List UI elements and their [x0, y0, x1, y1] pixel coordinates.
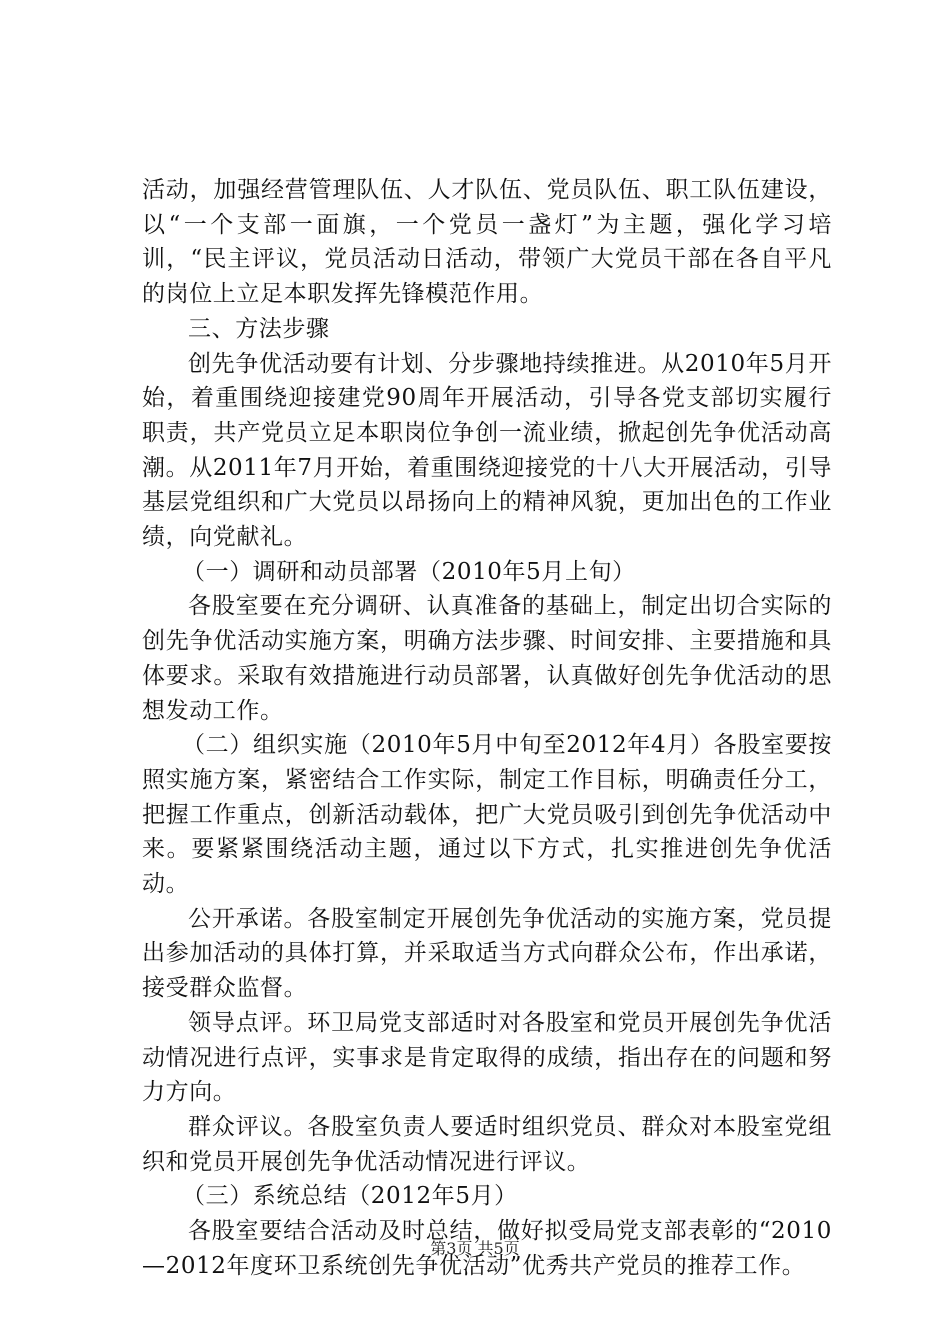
- paragraph-implementation: （二）组织实施（2010年5月中旬至2012年4月）各股室要按照实施方案，紧密结合工作实际，制定工作目标，明确责任分工，把握工作重点，创新活动载体，把广大党员吸引到创先争优活动中来。要紧紧围绕活动主题，通过以下方式，扎实推进创先争优活动。: [142, 732, 832, 898]
- paragraph-leader-review: 领导点评。环卫局党支部适时对各股室和党员开展创先争优活动情况进行点评，实事求是肯定取得的成绩，指出存在的问题和努力方向。: [142, 1009, 832, 1106]
- paragraph-public-commitment: 公开承诺。各股室制定开展创先争优活动的实施方案，党员提出参加活动的具体打算，并采取适当方式向群众公布，作出承诺，接受群众监督。: [142, 905, 832, 1002]
- document-body: [142, 173, 832, 1284]
- paragraph-summary: 各股室要结合活动及时总结，做好拟受局党支部表彰的“2010—2012年度环卫系统创先争优活动”优秀共产党员的推荐工作。: [142, 1218, 832, 1279]
- subheading-research: （一）调研和动员部署（2010年5月上旬）: [182, 558, 636, 585]
- page-number-footer: 第3页 共5页: [430, 1239, 520, 1258]
- paragraph-1: 活动，加强经营管理队伍、人才队伍、党员队伍、职工队伍建设，以“一个支部一面旗，一个党员一盏灯”为主题，强化学习培训，“民主评议，党员活动日活动，带领广大党员干部在各自平凡的岗位上立足本职发挥先锋模范作用。: [142, 177, 832, 308]
- paragraph-public-evaluation: 群众评议。各股室负责人要适时组织党员、群众对本股室党组织和党员开展创先争优活动情况进行评议。: [142, 1113, 832, 1175]
- subheading-summary: （三）系统总结（2012年5月）: [182, 1183, 518, 1210]
- paragraph-2: 创先争优活动要有计划、分步骤地持续推进。从2010年5月开始，着重围绕迎接建党90周年开展活动，引导各党支部切实履行职责，共产党员立足本职岗位争创一流业绩，掀起创先争优活动高潮。从2011年7月开始，着重围绕迎接党的十八大开展活动，引导基层党组织和广大党员以昂扬向上的精神风貌，更加出色的工作业绩，向党献礼。: [142, 350, 832, 551]
- section-heading-methods: 三、方法步骤: [188, 315, 330, 342]
- paragraph-3: 各股室要在充分调研、认真准备的基础上，制定出切合实际的创先争优活动实施方案，明确方法步骤、时间安排、主要措施和具体要求。采取有效措施进行动员部署，认真做好创先争优活动的思想发动工作。: [142, 593, 832, 724]
